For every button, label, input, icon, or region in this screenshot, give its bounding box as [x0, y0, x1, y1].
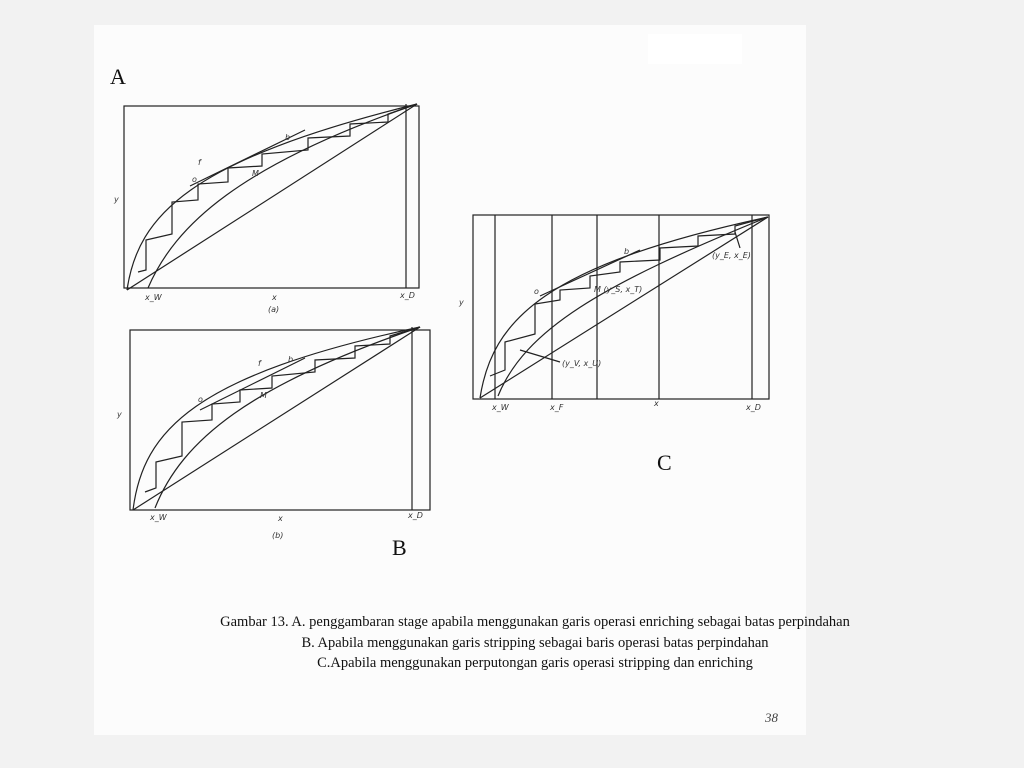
caption-line-2: B. Apabila menggunakan garis stripping sebagai baris operasi batas perpindahan	[301, 634, 769, 651]
panel-c-frame	[473, 215, 769, 399]
panel-a-point-b: b	[285, 133, 291, 142]
panel-a-xd-label: x_D	[400, 291, 415, 300]
panel-a-x-label: x	[272, 293, 277, 302]
panel-a-sub-label: (a)	[268, 305, 280, 314]
panel-b-diagonal	[133, 327, 420, 510]
panel-b-label: B	[392, 535, 407, 560]
panel-a-xw-label: x_W	[145, 293, 162, 302]
panel-a-point-m: M	[252, 169, 259, 178]
panel-c-xf-label: x_F	[550, 403, 564, 412]
panel-c-xw-label: x_W	[492, 403, 509, 412]
panel-b-feed-line	[200, 358, 305, 410]
panel-c-point-b: b	[624, 247, 630, 256]
caption-line-1: Gambar 13. A. penggambaran stage apabila menggunakan garis operasi enriching sebagai batas perpindahan	[220, 614, 850, 630]
panel-c-stages	[490, 217, 768, 376]
panel-c-diagonal	[480, 217, 768, 398]
panel-b-point-m: M	[260, 391, 267, 400]
panel-a-point-o: o	[192, 175, 197, 184]
panel-c-label: C	[657, 450, 672, 475]
panel-b-point-b: b	[288, 355, 294, 364]
panel-b-point-f: f	[258, 359, 261, 368]
panel-a-operating-line	[148, 104, 417, 288]
panel-c-point-m: M (y_S, x_T)	[594, 285, 643, 294]
panel-b-sub-label: (b)	[272, 531, 284, 540]
panel-b-x-label: x	[278, 514, 283, 523]
panel-a-diagram	[113, 104, 419, 314]
panel-b-stages	[145, 327, 420, 492]
panel-c-xd-label: x_D	[746, 403, 761, 412]
panel-c-y-label: y	[459, 298, 464, 307]
panel-a-y-label: y	[114, 195, 119, 204]
panel-a-point-f: f	[198, 158, 201, 167]
panel-c-x-label: x	[654, 399, 659, 408]
panel-a-stages	[138, 104, 417, 272]
panel-b-xw-label: x_W	[150, 513, 167, 522]
page-number: 38	[765, 710, 778, 725]
panel-b-xd-label: x_D	[408, 511, 423, 520]
panel-a-diagonal	[127, 104, 417, 290]
panel-c-point-o: o	[534, 287, 539, 296]
panel-b-point-o: o	[198, 395, 203, 404]
panel-c-operating-line	[498, 217, 768, 396]
panel-c-diagram	[458, 215, 769, 412]
panel-a-label: A	[110, 64, 126, 89]
panel-c-bottom-annotation: (y_V, x_U)	[562, 359, 602, 368]
panel-b-diagram	[116, 327, 430, 540]
figure-caption	[150, 612, 920, 674]
panel-b-y-label: y	[117, 410, 122, 419]
panel-c-top-annotation: (y_E, x_E)	[712, 251, 751, 260]
caption-line-3: C.Apabila menggunakan perputongan garis operasi stripping dan enriching	[317, 655, 753, 671]
